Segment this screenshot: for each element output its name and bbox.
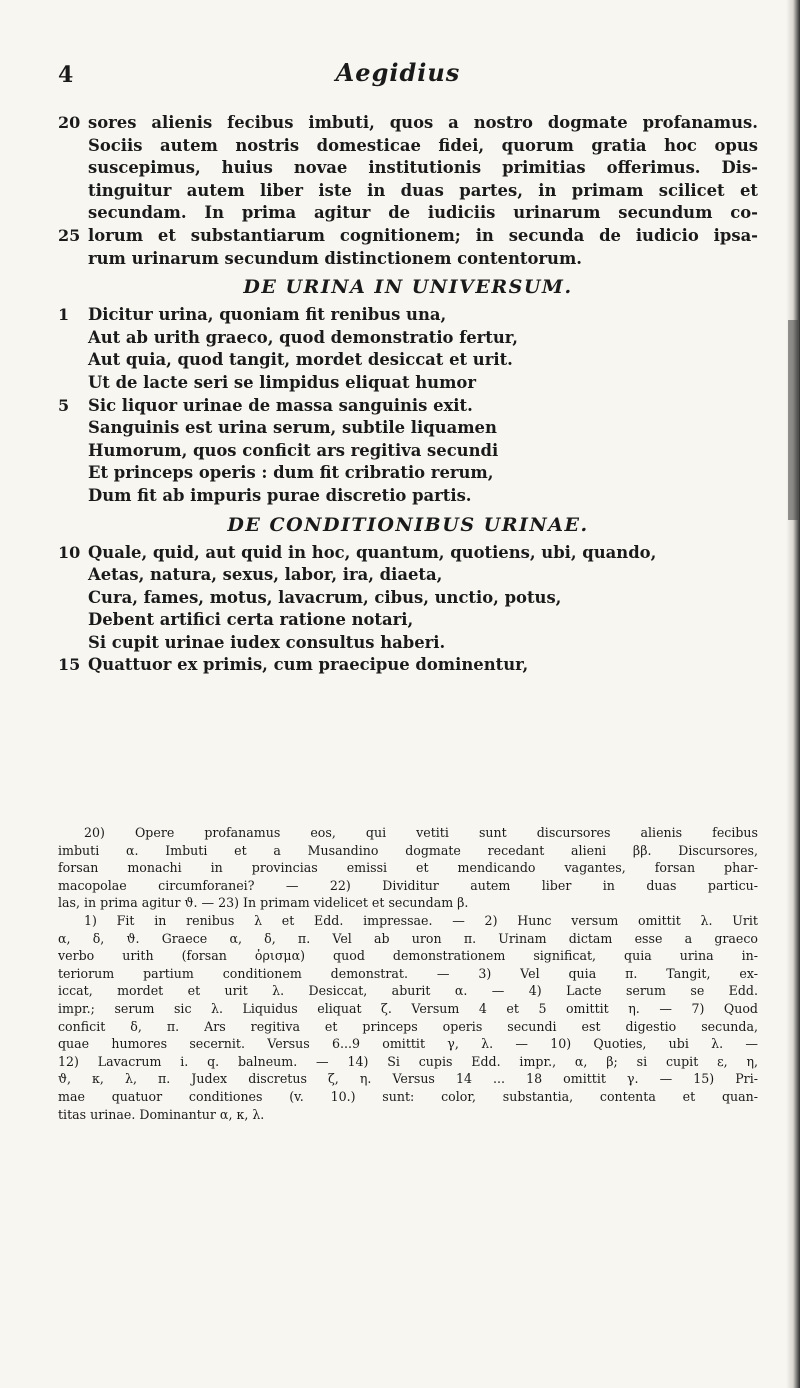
footnote-text: 1) Fit in renibus λ et Edd. impressae. — 2) Hunc versum omittit λ. Urit — [84, 912, 758, 928]
footnote-line — [58, 824, 758, 842]
line-text: Quale, quid, aut quid in hoc, quantum, quotiens, ubi, quando, — [88, 542, 657, 562]
line-text: Humorum, quos conficit ars regitiva secundi — [88, 440, 499, 460]
footnote-text: teriorum partium conditionem demonstrat. — 3) Vel quia π. Tangit, ex- — [58, 965, 758, 981]
text-line — [58, 542, 758, 565]
text-line — [58, 564, 758, 587]
line-text: Aut quia, quod tangit, mordet desiccat et urit. — [88, 350, 513, 370]
text-line — [58, 349, 758, 372]
line-text: Debent artifici certa ratione notari, — [88, 610, 414, 630]
footnote-line — [58, 1053, 758, 1071]
footnote-line — [58, 930, 758, 948]
footnote-text: macopolae circumforanei? — 22) Dividitur autem liber in duas particu- — [58, 877, 758, 893]
footnote-text: 12) Lavacrum i. q. balneum. — 14) Si cupis Edd. impr., α, β; si cupit ε, η, — [58, 1053, 758, 1069]
text-line — [58, 632, 758, 655]
footnote-line — [58, 1018, 758, 1036]
text-line — [58, 157, 758, 180]
line-text: Dicitur urina, quoniam fit renibus una, — [88, 305, 447, 325]
text-line — [58, 587, 758, 610]
footnote-line — [58, 1106, 758, 1124]
line-text: Sanguinis est urina serum, subtile liquamen — [88, 418, 497, 438]
line-text: sores alienis fecibus imbuti, quos a nostro dogmate profanamus. — [88, 113, 758, 132]
page-number: 4 — [58, 62, 74, 88]
footnote-line — [58, 894, 758, 912]
line-text: Dum fit ab impuris purae discretio partis. — [88, 485, 472, 505]
footnotes — [58, 824, 758, 1123]
footnote-text: mae quatuor conditiones (v. 10.) sunt: color, substantia, contenta et quan- — [58, 1088, 758, 1104]
line-number: 1 — [58, 305, 70, 325]
footnote-text: impr.; serum sic λ. Liquidus eliquat ζ. Versum 4 et 5 omittit η. — 7) Quod — [58, 1000, 758, 1016]
text-line — [58, 462, 758, 485]
line-text: Cura, fames, motus, lavacrum, cibus, unctio, potus, — [88, 587, 562, 607]
footnote-text: ϑ, κ, λ, π. Judex discretus ζ, η. Versus 14 ... 18 omittit γ. — 15) Pri- — [58, 1071, 758, 1087]
line-text: Ut de lacte seri se limpidus eliquat humor — [88, 372, 476, 392]
line-number: 20 — [58, 113, 81, 132]
footnote-text: verbo urith (forsan ὁρισμα) quod demonstrationem significat, quia urina in- — [58, 948, 758, 964]
text-line — [58, 485, 758, 508]
text-line — [58, 225, 758, 248]
line-text: rum urinarum secundum distinctionem contentorum. — [88, 248, 582, 268]
line-text: Aetas, natura, sexus, labor, ira, diaeta, — [88, 565, 443, 585]
line-number: 10 — [58, 542, 81, 562]
text-line — [58, 654, 758, 677]
line-text: Quattuor ex primis, cum praecipue dominentur, — [88, 655, 529, 675]
footnote-line — [58, 842, 758, 860]
footnote-text: 20) Opere profanamus eos, qui vetiti sunt discursores alienis fecibus — [84, 825, 758, 840]
verses-section-2 — [58, 542, 758, 678]
running-title: Aegidius — [335, 58, 461, 87]
footnote-line — [58, 982, 758, 1000]
text-line — [58, 395, 758, 418]
verses-section-1 — [58, 304, 758, 507]
text-line — [58, 135, 758, 158]
text-line — [58, 248, 758, 271]
page-edge-shadow — [786, 0, 800, 1388]
line-text: Si cupit urinae iudex consultus haberi. — [88, 632, 446, 652]
line-number: 15 — [58, 655, 81, 675]
footnote-line — [58, 965, 758, 983]
running-head — [58, 58, 738, 94]
footnote-text: las, in prima agitur ϑ. — 23) In primam videlicet et secundam β. — [58, 895, 469, 911]
text-line — [58, 180, 758, 203]
text-line — [58, 304, 758, 327]
text-line — [58, 327, 758, 350]
footnote-line — [58, 1088, 758, 1106]
footnote-line — [58, 1000, 758, 1018]
footnote-text: titas urinae. Dominantur α, κ, λ. — [58, 1106, 265, 1122]
page-edge-mark — [788, 320, 798, 520]
line-text: Sociis autem nostris domesticae fidei, quorum gratia hoc opus — [88, 135, 758, 155]
footnote-line — [58, 1035, 758, 1053]
main-text — [58, 112, 758, 677]
footnote-text: conficit δ, π. Ars regitiva et princeps operis secundi est digestio secunda, — [58, 1018, 758, 1034]
text-line — [58, 417, 758, 440]
line-text: Aut ab urith graeco, quod demonstratio fertur, — [88, 327, 518, 347]
footnote-line — [58, 1070, 758, 1088]
text-line — [58, 609, 758, 632]
intro-paragraph — [58, 112, 758, 270]
section-heading-conditionibus: DE CONDITIONIBUS URINAE. — [227, 513, 589, 536]
line-text: Et princeps operis : dum fit cribratio rerum, — [88, 463, 494, 483]
line-text: secundam. In prima agitur de iudiciis urinarum secundum co- — [88, 203, 758, 223]
line-text: suscepimus, huius novae institutionis primitias offerimus. Dis- — [88, 158, 758, 178]
line-number: 5 — [58, 395, 70, 415]
line-text: tinguitur autem liber iste in duas partes, in primam scilicet et — [88, 180, 758, 200]
footnote-line — [58, 947, 758, 965]
footnote-line — [58, 912, 758, 930]
text-line — [58, 202, 758, 225]
text-line — [58, 440, 758, 463]
footnote-text: forsan monachi in provincias emissi et mendicando vagantes, forsan phar- — [58, 860, 758, 876]
footnote-line — [58, 877, 758, 895]
line-text: lorum et substantiarum cognitionem; in secunda de iudicio ipsa- — [88, 225, 758, 245]
text-line — [58, 372, 758, 395]
section-heading-urina: DE URINA IN UNIVERSUM. — [243, 276, 573, 299]
text-line — [58, 112, 758, 135]
footnote-line — [58, 859, 758, 877]
footnote-text: α, δ, ϑ. Graece α, δ, π. Vel ab uron π. Urinam dictam esse a graeco — [58, 930, 758, 946]
line-number: 25 — [58, 225, 81, 245]
footnote-text: imbuti α. Imbuti et a Musandino dogmate recedant alieni ββ. Discursores, — [58, 842, 758, 858]
footnote-text: iccat, mordet et urit λ. Desiccat, aburit α. — 4) Lacte serum se Edd. — [58, 983, 758, 999]
line-text: Sic liquor urinae de massa sanguinis exit. — [88, 395, 473, 415]
footnote-text: quae humores secernit. Versus 6...9 omittit γ, λ. — 10) Quoties, ubi λ. — — [58, 1036, 758, 1052]
